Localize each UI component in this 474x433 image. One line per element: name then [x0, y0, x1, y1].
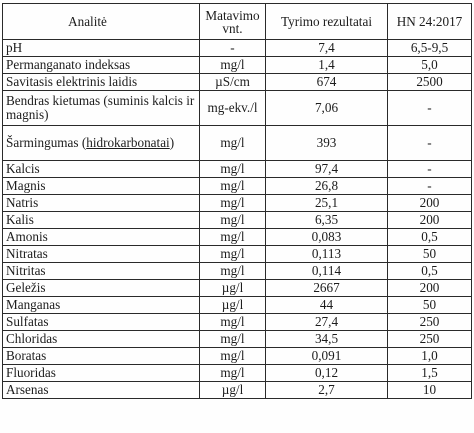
analyte-underlined: hidrokarbonatai — [86, 135, 170, 150]
header-unit-line2: vnt. — [222, 20, 243, 36]
cell-limit: 5,0 — [388, 57, 472, 74]
water-analysis-table — [2, 3, 472, 399]
cell-result: 44 — [266, 297, 388, 314]
cell-limit: 50 — [388, 297, 472, 314]
cell-analyte: Natris — [3, 195, 200, 212]
cell-unit: µg/l — [200, 382, 266, 399]
table-row — [3, 178, 472, 195]
table-row — [3, 382, 472, 399]
cell-analyte: Kalis — [3, 212, 200, 229]
cell-result: 0,12 — [266, 365, 388, 382]
table-header-row — [3, 4, 472, 40]
cell-unit: µg/l — [200, 280, 266, 297]
table-row — [3, 74, 472, 91]
cell-result: 0,114 — [266, 263, 388, 280]
cell-limit: 50 — [388, 246, 472, 263]
cell-analyte: Amonis — [3, 229, 200, 246]
table-row — [3, 57, 472, 74]
cell-analyte: Savitasis elektrinis laidis — [3, 74, 200, 91]
cell-unit: mg/l — [200, 365, 266, 382]
cell-limit: - — [388, 126, 472, 161]
cell-unit: mg/l — [200, 212, 266, 229]
cell-unit: mg/l — [200, 126, 266, 161]
cell-analyte: pH — [3, 40, 200, 57]
header-unit-line1: Matavimo — [205, 7, 260, 23]
table-row — [3, 348, 472, 365]
cell-limit: 250 — [388, 331, 472, 348]
header-analyte: Analitė — [3, 4, 200, 40]
cell-result: 0,091 — [266, 348, 388, 365]
cell-unit: mg/l — [200, 314, 266, 331]
cell-analyte: Fluoridas — [3, 365, 200, 382]
table-row — [3, 229, 472, 246]
cell-limit: 0,5 — [388, 229, 472, 246]
cell-limit: 1,5 — [388, 365, 472, 382]
cell-analyte: Nitratas — [3, 246, 200, 263]
cell-result: 7,4 — [266, 40, 388, 57]
cell-unit: mg/l — [200, 178, 266, 195]
cell-analyte: Geležis — [3, 280, 200, 297]
cell-limit: 250 — [388, 314, 472, 331]
cell-result: 25,1 — [266, 195, 388, 212]
cell-analyte: Boratas — [3, 348, 200, 365]
cell-analyte: Bendras kietumas (suminis kalcis ir magnis) — [3, 91, 200, 126]
cell-unit: - — [200, 40, 266, 57]
table-row — [3, 40, 472, 57]
table-row — [3, 263, 472, 280]
table-row — [3, 365, 472, 382]
table-row — [3, 246, 472, 263]
cell-result: 0,113 — [266, 246, 388, 263]
cell-limit: 200 — [388, 195, 472, 212]
cell-unit: mg/l — [200, 229, 266, 246]
header-result: Tyrimo rezultatai — [266, 4, 388, 40]
cell-analyte: Sulfatas — [3, 314, 200, 331]
cell-limit: 200 — [388, 280, 472, 297]
header-limit: HN 24:2017 — [388, 4, 472, 40]
cell-result: 26,8 — [266, 178, 388, 195]
cell-result: 0,083 — [266, 229, 388, 246]
cell-unit: mg/l — [200, 161, 266, 178]
cell-result: 2,7 — [266, 382, 388, 399]
cell-unit: µg/l — [200, 297, 266, 314]
cell-analyte: Kalcis — [3, 161, 200, 178]
cell-unit: mg/l — [200, 263, 266, 280]
cell-analyte: Nitritas — [3, 263, 200, 280]
cell-result: 393 — [266, 126, 388, 161]
cell-result: 2667 — [266, 280, 388, 297]
cell-unit: mg-ekv./l — [200, 91, 266, 126]
cell-analyte: Manganas — [3, 297, 200, 314]
table-row — [3, 212, 472, 229]
cell-limit: - — [388, 161, 472, 178]
table-row — [3, 161, 472, 178]
table-row — [3, 314, 472, 331]
cell-unit: µS/cm — [200, 74, 266, 91]
analyte-prefix: Šarmingumas ( — [6, 135, 87, 150]
table-row — [3, 126, 472, 161]
header-unit — [200, 4, 266, 40]
cell-limit: - — [388, 91, 472, 126]
cell-unit: mg/l — [200, 348, 266, 365]
cell-limit: 200 — [388, 212, 472, 229]
table-row — [3, 91, 472, 126]
table-row — [3, 331, 472, 348]
cell-result: 674 — [266, 74, 388, 91]
cell-limit: 6,5-9,5 — [388, 40, 472, 57]
cell-limit: 2500 — [388, 74, 472, 91]
cell-result: 6,35 — [266, 212, 388, 229]
table-row — [3, 195, 472, 212]
cell-analyte: Arsenas — [3, 382, 200, 399]
cell-limit: 0,5 — [388, 263, 472, 280]
cell-result: 27,4 — [266, 314, 388, 331]
cell-unit: mg/l — [200, 195, 266, 212]
cell-unit: mg/l — [200, 331, 266, 348]
cell-result: 97,4 — [266, 161, 388, 178]
cell-result: 1,4 — [266, 57, 388, 74]
cell-result: 7,06 — [266, 91, 388, 126]
cell-limit: 10 — [388, 382, 472, 399]
cell-analyte: Magnis — [3, 178, 200, 195]
cell-analyte: Permanganato indeksas — [3, 57, 200, 74]
cell-analyte — [3, 126, 200, 161]
cell-unit: mg/l — [200, 246, 266, 263]
cell-unit: mg/l — [200, 57, 266, 74]
analyte-suffix: ) — [169, 135, 175, 150]
cell-result: 34,5 — [266, 331, 388, 348]
table-row — [3, 280, 472, 297]
cell-limit: - — [388, 178, 472, 195]
table-row — [3, 297, 472, 314]
cell-limit: 1,0 — [388, 348, 472, 365]
cell-analyte: Chloridas — [3, 331, 200, 348]
